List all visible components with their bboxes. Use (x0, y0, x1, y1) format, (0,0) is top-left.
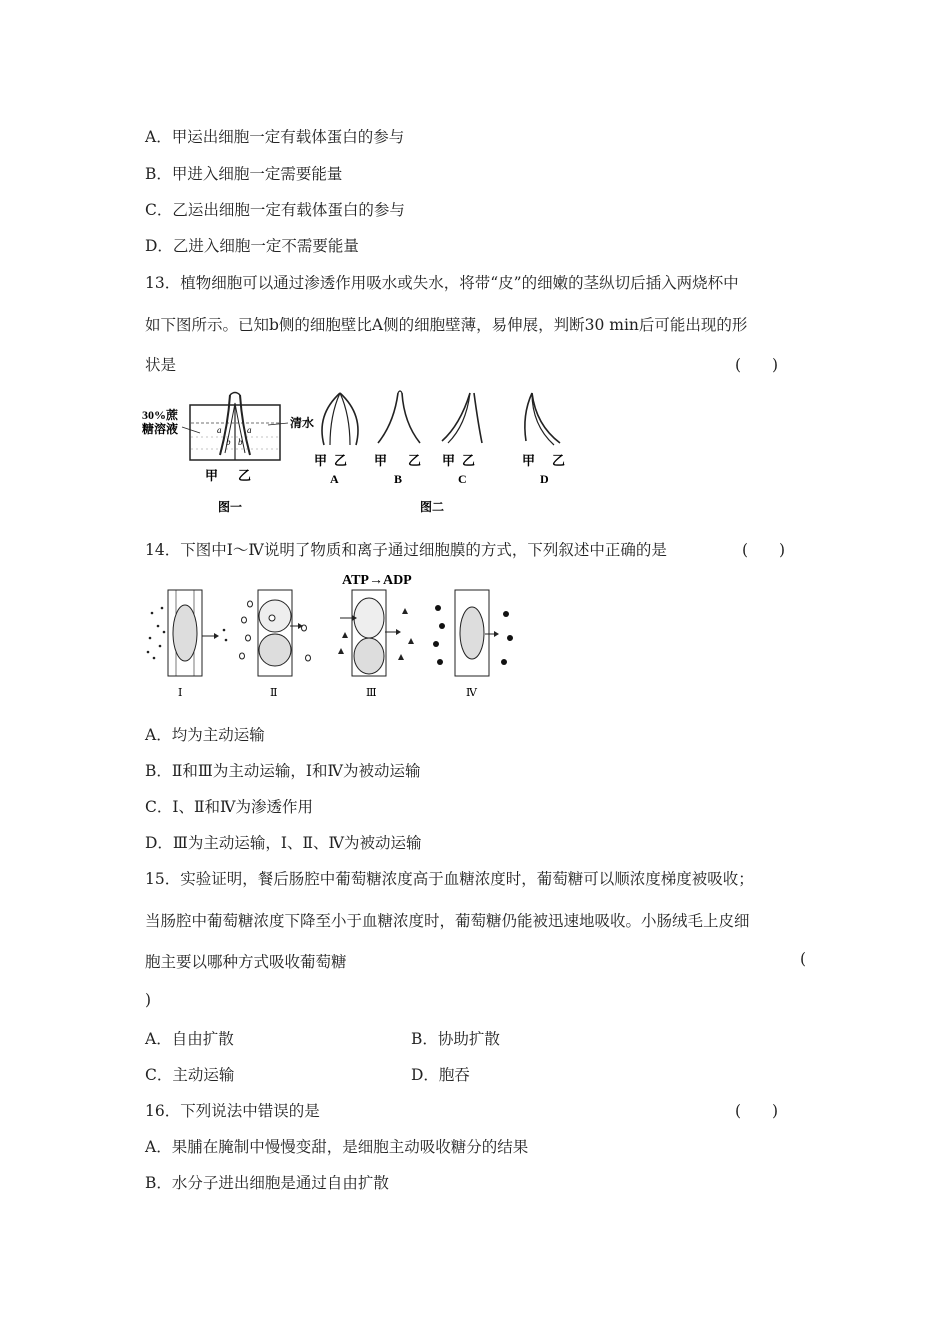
q13-stem-line2: 如下图所示。已知b侧的细胞壁比A侧的细胞壁薄，易伸展，判断30 min后可能出现的形 (145, 316, 748, 334)
fig2-d-yi: 乙 (552, 453, 566, 468)
q12-option-a: A．甲运出细胞一定有载体蛋白的参与 (145, 128, 405, 146)
fig2-c-jia: 甲 (442, 453, 456, 468)
q15-paren-close: ) (145, 991, 152, 1009)
fig2-c-yi: 乙 (462, 453, 476, 468)
panel-4-label: Ⅳ (466, 687, 477, 699)
fig1-b-left: b (226, 437, 231, 447)
q13-answer-paren: ( ) (735, 356, 779, 374)
fig2-d-jia: 甲 (522, 453, 536, 468)
fig1-water-label: 清水 (290, 416, 315, 430)
fig2-b-jia: 甲 (374, 453, 388, 468)
fig1-jia: 甲 (205, 468, 219, 483)
fig2-a-yi: 乙 (334, 453, 348, 468)
fig1-solution-label-1: 30%蔗 (142, 408, 179, 422)
fig1-a-left: a (217, 425, 222, 435)
panel-2-label: Ⅱ (270, 687, 278, 699)
q12-option-b: B．甲进入细胞一定需要能量 (145, 165, 343, 183)
q12-option-d: D．乙进入细胞一定不需要能量 (145, 237, 359, 255)
panel-3-label: Ⅲ (366, 687, 377, 699)
q14-option-b: B．Ⅱ和Ⅲ为主动运输，Ⅰ和Ⅳ为被动运输 (145, 762, 421, 780)
q13-stem-line1: 13．植物细胞可以通过渗透作用吸水或失水，将带“皮”的细嫩的茎纵切后插入两烧杯中 (145, 274, 739, 292)
fig2-a-jia: 甲 (314, 453, 328, 468)
fig2-caption: 图二 (420, 500, 445, 514)
q15-option-c: C．主动运输 (145, 1066, 235, 1084)
q13-figure-1 (140, 385, 320, 515)
q13-figure-2 (310, 385, 580, 515)
q13-stem-line3: 状是 (145, 356, 177, 374)
membrane-panel-2 (240, 590, 311, 699)
q16-stem-line1: 16．下列说法中错误的是 (145, 1102, 320, 1120)
fig2-d-letter: D (540, 472, 549, 486)
q14-membrane-figure (140, 568, 520, 703)
q16-option-b: B．水分子进出细胞是通过自由扩散 (145, 1174, 389, 1192)
q14-option-d: D．Ⅲ为主动运输，Ⅰ、Ⅱ、Ⅳ为被动运输 (145, 834, 422, 852)
membrane-panel-3 (338, 590, 414, 699)
fig1-solution-label-2: 糖溶液 (142, 422, 179, 436)
q16-option-a: A．果脯在腌制中慢慢变甜，是细胞主动吸收糖分的结果 (145, 1138, 529, 1156)
fig2-a-letter: A (330, 472, 339, 486)
fig2-shape-a (322, 393, 358, 445)
membrane-panel-1 (147, 590, 228, 699)
q15-option-a: A．自由扩散 (145, 1030, 234, 1048)
q15-stem-line1: 15．实验证明，餐后肠腔中葡萄糖浓度高于血糖浓度时，葡萄糖可以顺浓度梯度被吸收； (145, 870, 754, 888)
q14-answer-paren: ( ) (742, 541, 786, 559)
membrane-panel-4 (433, 590, 513, 699)
fig2-b-yi: 乙 (408, 453, 422, 468)
fig1-yi: 乙 (238, 468, 252, 483)
q14-option-a: A．均为主动运输 (145, 726, 265, 744)
q12-option-c: C．乙运出细胞一定有载体蛋白的参与 (145, 201, 405, 219)
fig2-shape-c (442, 393, 482, 443)
q15-stem-line2: 当肠腔中葡萄糖浓度下降至小于血糖浓度时，葡萄糖仍能被迅速地吸收。小肠绒毛上皮细 (145, 912, 750, 930)
fig1-b-right: b (238, 437, 243, 447)
q15-option-b: B．协助扩散 (411, 1030, 500, 1048)
fig2-c-letter: C (458, 472, 467, 486)
q15-option-d: D．胞吞 (411, 1066, 470, 1084)
q14-stem-line1: 14．下图中Ⅰ～Ⅳ说明了物质和离子通过细胞膜的方式，下列叙述中正确的是 (145, 541, 667, 559)
q16-answer-paren: ( ) (735, 1102, 779, 1120)
panel-1-label: Ⅰ (178, 687, 183, 699)
q14-option-c: C．Ⅰ、Ⅱ和Ⅳ为渗透作用 (145, 798, 314, 816)
fig2-shape-d (525, 393, 560, 445)
fig2-shape-b (378, 391, 420, 443)
fig1-caption: 图一 (218, 500, 243, 514)
q15-paren-open: ( (800, 950, 807, 968)
q15-stem-line3: 胞主要以哪种方式吸收葡萄糖 (145, 953, 347, 971)
fig1-a-right: a (247, 425, 252, 435)
atp-label: ATP→ADP (342, 573, 412, 588)
fig2-b-letter: B (394, 472, 403, 486)
